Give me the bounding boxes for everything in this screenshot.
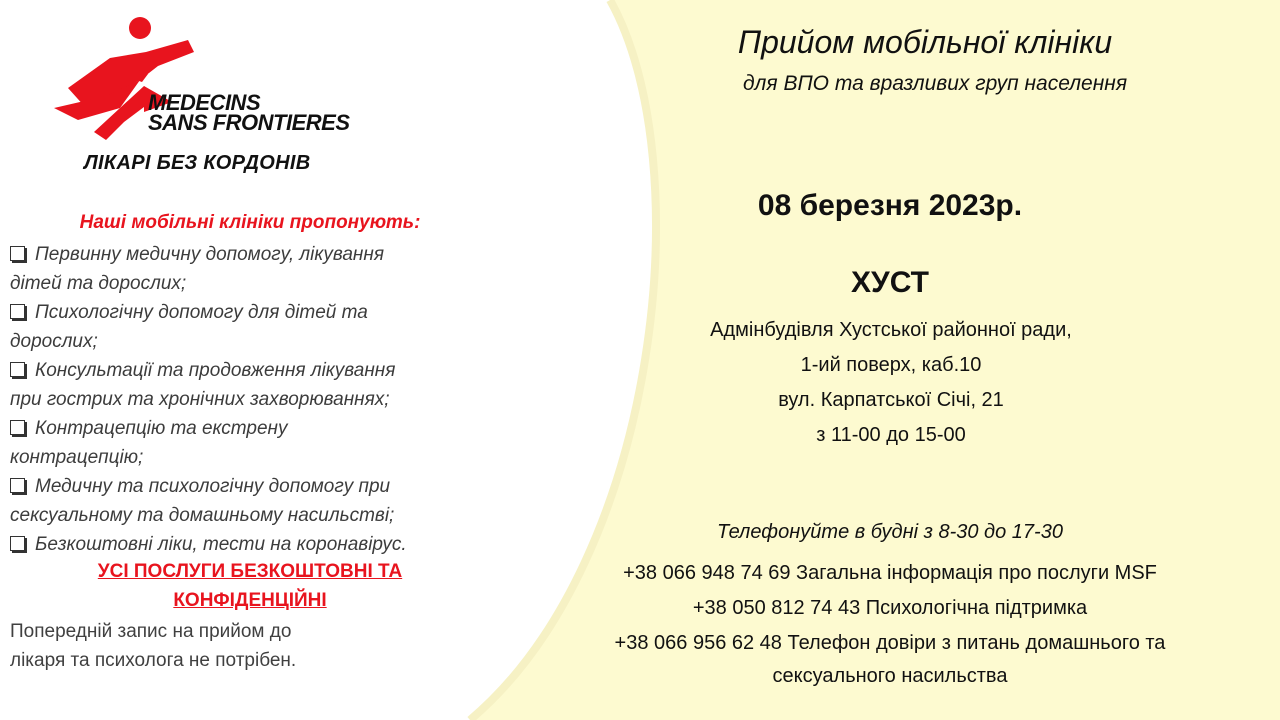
- list-item: Консультації та продовження лікування при гострих та хронічних захворюваннях;: [10, 360, 396, 410]
- list-item: Контрацепцію та екстрену контрацепцію;: [10, 418, 288, 468]
- phone-hotline: +38 066 956 62 48 Телефон довіри з питань домашнього та: [614, 632, 1166, 654]
- logo-text-ukrainian: ЛІКАРІ БЕЗ КОРДОНІВ: [84, 152, 311, 174]
- list-item: Безкоштовні ліки, тести на коронавірус.: [10, 530, 490, 559]
- event-address: Адмінбудівля Хустської районної ради, 1-ий поверх, каб.10 вул. Карпатської Січі, 21 з 11-00 до 15-00: [710, 319, 1072, 446]
- phone-hotline-cont: сексуального насильства: [772, 665, 1008, 687]
- offer-title: Наші мобільні клініки пропонують:: [79, 212, 421, 233]
- no-appointment-note: Попередній запис на прийом до лікаря та психолога не потрібен.: [10, 621, 297, 671]
- checkbox-icon: [10, 536, 25, 551]
- phone-hours-heading: Телефонуйте в будні з 8-30 до 17-30: [717, 521, 1063, 543]
- phone-general: +38 066 948 74 69 Загальна інформація про послуги MSF: [623, 562, 1157, 584]
- msf-logo: [48, 16, 368, 174]
- checkbox-icon: [10, 478, 25, 493]
- event-title: Прийом мобільної клініки: [737, 24, 1113, 60]
- event-subtitle: для ВПО та вразливих груп населення: [742, 72, 1128, 95]
- checkbox-icon: [10, 246, 25, 261]
- checkbox-icon: [10, 420, 25, 435]
- offer-list: [10, 240, 490, 559]
- list-item: Медичну та психологічну допомогу при сексуальному та домашньому насильстві;: [10, 476, 395, 526]
- free-services-notice: УСІ ПОСЛУГИ БЕЗКОШТОВНІ ТА КОНФІДЕНЦІЙНІ: [97, 561, 403, 611]
- logo-text-sans-frontieres: SANS FRONTIERES: [148, 110, 350, 135]
- list-item: Первинну медичну допомогу, лікування дітей та дорослих;: [10, 244, 384, 294]
- list-item: Психологічну допомогу для дітей та дорослих;: [10, 302, 368, 352]
- phone-psych: +38 050 812 74 43 Психологічна підтримка: [692, 597, 1088, 619]
- checkbox-icon: [10, 362, 25, 377]
- phone-list: [560, 556, 1220, 687]
- logo-text-medecins: MEDECINS: [148, 90, 261, 115]
- checkbox-icon: [10, 304, 25, 319]
- event-date: 08 березня 2023р.: [757, 189, 1023, 222]
- event-city: ХУСТ: [851, 266, 929, 299]
